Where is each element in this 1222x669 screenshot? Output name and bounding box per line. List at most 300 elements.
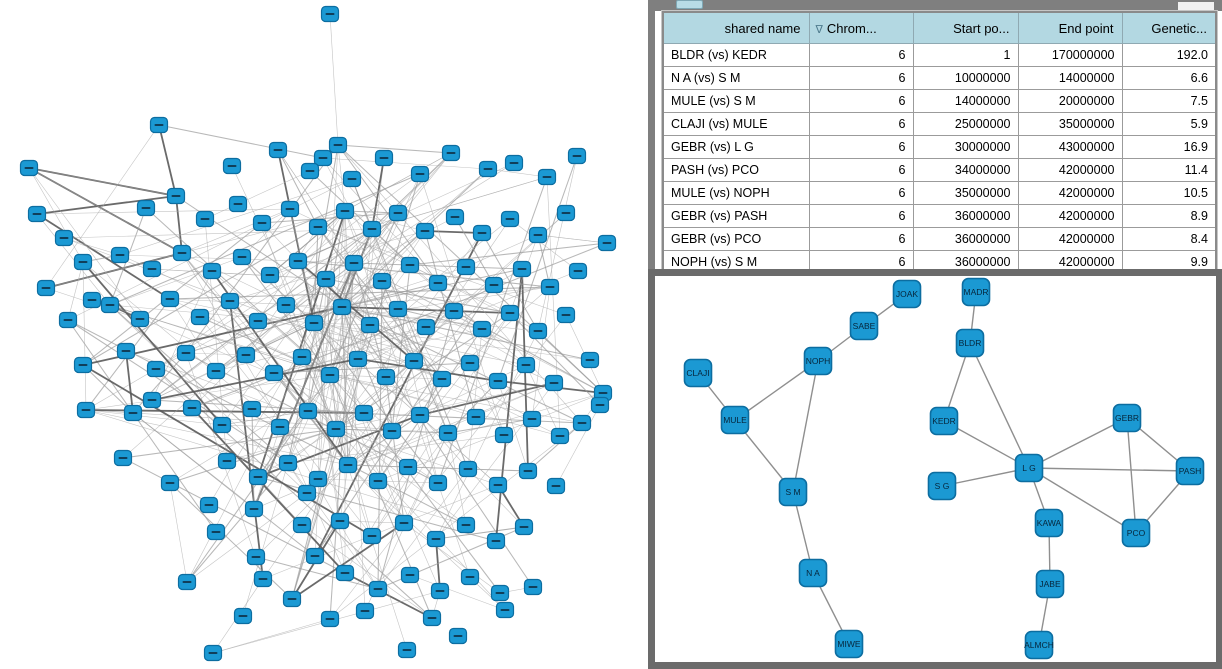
overview-node[interactable] — [340, 458, 357, 473]
overview-node[interactable] — [60, 313, 77, 328]
overview-node-label — [319, 157, 328, 159]
overview-node-label — [148, 268, 157, 270]
overview-node[interactable] — [376, 151, 393, 166]
overview-node[interactable] — [446, 304, 463, 319]
overview-node-label — [562, 212, 571, 214]
overview-node-label — [270, 372, 279, 374]
overview-node[interactable] — [574, 416, 591, 431]
overview-node[interactable] — [144, 393, 161, 408]
overview-node[interactable] — [350, 352, 367, 367]
detail-node-BLDR[interactable] — [957, 330, 984, 357]
overview-node-label — [334, 144, 343, 146]
column-header-0[interactable]: shared name — [663, 12, 809, 44]
overview-node[interactable] — [299, 486, 316, 501]
overview-node[interactable] — [430, 276, 447, 291]
overview-edge — [348, 465, 528, 471]
overview-node[interactable] — [443, 146, 460, 161]
overview-node[interactable] — [178, 346, 195, 361]
overview-node-label — [286, 208, 295, 210]
overview-node-label — [434, 282, 443, 284]
overview-node-label — [166, 298, 175, 300]
overview-node-label — [172, 195, 181, 197]
overview-node[interactable] — [266, 366, 283, 381]
overview-node[interactable] — [514, 262, 531, 277]
overview-node[interactable] — [424, 611, 441, 626]
overview-node[interactable] — [370, 474, 387, 489]
overview-node-label — [360, 412, 369, 414]
overview-node[interactable] — [197, 212, 214, 227]
detail-node-KAWA[interactable] — [1036, 510, 1063, 537]
overview-node[interactable] — [246, 502, 263, 517]
overview-node[interactable] — [162, 476, 179, 491]
overview-node[interactable] — [344, 172, 361, 187]
detail-node-PCO[interactable] — [1123, 520, 1150, 547]
overview-node[interactable] — [548, 479, 565, 494]
overview-node-label — [466, 576, 475, 578]
overview-edge — [330, 14, 338, 145]
overview-node-label — [212, 370, 221, 372]
detail-node-label: BLDR — [958, 338, 982, 348]
overview-node-label — [403, 649, 412, 651]
overview-node[interactable] — [78, 403, 95, 418]
cell-value: 30000000 — [913, 136, 1018, 159]
overview-edge — [532, 287, 550, 419]
overview-node-label — [223, 460, 232, 462]
cell-value: 42000000 — [1018, 228, 1122, 251]
overview-node-label — [524, 470, 533, 472]
overview-node[interactable] — [250, 470, 267, 485]
overview-node[interactable] — [75, 255, 92, 270]
cell-shared-name: GEBR (vs) L G — [663, 136, 809, 159]
overview-node-label — [183, 581, 192, 583]
overview-node-label — [209, 652, 218, 654]
overview-node[interactable] — [402, 568, 419, 583]
overview-edge — [68, 262, 83, 320]
overview-node-label — [466, 362, 475, 364]
overview-node[interactable] — [486, 278, 503, 293]
overview-node[interactable] — [396, 516, 413, 531]
overview-node[interactable] — [144, 262, 161, 277]
overview-node[interactable] — [417, 224, 434, 239]
overview-node[interactable] — [138, 201, 155, 216]
overview-node[interactable] — [125, 406, 142, 421]
overview-node[interactable] — [118, 344, 135, 359]
detail-node-label: S M — [785, 487, 801, 497]
overview-node[interactable] — [447, 210, 464, 225]
overview-node-label — [332, 428, 341, 430]
overview-node[interactable] — [520, 464, 537, 479]
overview-node[interactable] — [330, 138, 347, 153]
detail-network-svg[interactable] — [655, 276, 1216, 662]
overview-node-label — [314, 478, 323, 480]
overview-node[interactable] — [428, 532, 445, 547]
overview-node[interactable] — [558, 206, 575, 221]
overview-node[interactable] — [238, 348, 255, 363]
detail-edge-BLDR-LG[interactable] — [970, 343, 1029, 468]
overview-node-label — [303, 492, 312, 494]
overview-node[interactable] — [192, 310, 209, 325]
overview-node[interactable] — [272, 420, 289, 435]
detail-node-label: MADR — [963, 287, 989, 297]
overview-node-label — [603, 242, 612, 244]
overview-node-label — [298, 356, 307, 358]
overview-node-label — [506, 218, 515, 220]
overview-node[interactable] — [151, 118, 168, 133]
detail-node-label: NOPH — [805, 356, 831, 366]
cell-value: 7.5 — [1122, 90, 1216, 113]
overview-edge — [410, 243, 607, 265]
overview-node[interactable] — [244, 402, 261, 417]
overview-edge — [159, 125, 323, 158]
overview-node[interactable] — [224, 159, 241, 174]
overview-node[interactable] — [322, 7, 339, 22]
overview-node[interactable] — [337, 204, 354, 219]
overview-node[interactable] — [75, 358, 92, 373]
overview-node[interactable] — [525, 580, 542, 595]
overview-node[interactable] — [599, 236, 616, 251]
overview-node[interactable] — [222, 294, 239, 309]
overview-node[interactable] — [530, 228, 547, 243]
overview-node[interactable] — [250, 314, 267, 329]
overview-node-label — [382, 376, 391, 378]
overview-node[interactable] — [294, 518, 311, 533]
overview-node[interactable] — [430, 476, 447, 491]
overview-node[interactable] — [179, 575, 196, 590]
overview-node-label — [326, 618, 335, 620]
detail-node-CLAJI[interactable] — [685, 360, 712, 387]
overview-node[interactable] — [497, 603, 514, 618]
detail-node-SM[interactable] — [780, 479, 807, 506]
overview-node[interactable] — [378, 370, 395, 385]
overview-node[interactable] — [390, 206, 407, 221]
overview-node-label — [490, 284, 499, 286]
overview-node[interactable] — [201, 498, 218, 513]
overview-node[interactable] — [357, 604, 374, 619]
overview-edge — [354, 263, 522, 269]
overview-node-label — [501, 609, 510, 611]
column-header-4[interactable]: Genetic... — [1122, 12, 1216, 44]
overview-node-label — [25, 167, 34, 169]
overview-node[interactable] — [546, 376, 563, 391]
overview-node[interactable] — [29, 207, 46, 222]
overview-node[interactable] — [102, 298, 119, 313]
overview-node[interactable] — [569, 149, 586, 164]
column-header-2[interactable]: Start po... — [913, 12, 1018, 44]
overview-node[interactable] — [468, 410, 485, 425]
table-row[interactable] — [663, 159, 1216, 182]
cell-value: 6 — [809, 113, 913, 136]
overview-node[interactable] — [458, 260, 475, 275]
cell-value: 36000000 — [913, 251, 1018, 275]
overview-node[interactable] — [300, 404, 317, 419]
overview-node[interactable] — [582, 353, 599, 368]
overview-node[interactable] — [310, 472, 327, 487]
overview-node[interactable] — [328, 422, 345, 437]
overview-node-label — [304, 410, 313, 412]
overview-node[interactable] — [506, 156, 523, 171]
overview-node[interactable] — [280, 456, 297, 471]
overview-node[interactable] — [255, 572, 272, 587]
overview-node-label — [464, 468, 473, 470]
overview-edge — [176, 196, 182, 253]
overview-node[interactable] — [282, 202, 299, 217]
detail-edge-LG-GEBR[interactable] — [1029, 418, 1127, 468]
overview-node[interactable] — [462, 570, 479, 585]
overview-node-label — [462, 266, 471, 268]
overview-node-label — [122, 350, 131, 352]
overview-node-label — [543, 176, 552, 178]
overview-node[interactable] — [310, 220, 327, 235]
overview-node-label — [586, 359, 595, 361]
overview-node[interactable] — [518, 358, 535, 373]
overview-node[interactable] — [406, 354, 423, 369]
overview-node[interactable] — [450, 629, 467, 644]
overview-node-label — [205, 504, 214, 506]
overview-node-label — [238, 256, 247, 258]
overview-node[interactable] — [362, 318, 379, 333]
table-row[interactable] — [663, 44, 1216, 67]
overview-node[interactable] — [302, 164, 319, 179]
overview-edge — [338, 145, 451, 153]
overview-node-label — [350, 262, 359, 264]
overview-node[interactable] — [332, 514, 349, 529]
overview-node-label — [478, 328, 487, 330]
overview-node-label — [322, 278, 331, 280]
overview-node[interactable] — [558, 308, 575, 323]
column-header-3[interactable]: End point — [1018, 12, 1122, 44]
overview-node-label — [282, 304, 291, 306]
overview-node-label — [534, 234, 543, 236]
overview-node[interactable] — [235, 609, 252, 624]
overview-node[interactable] — [234, 250, 251, 265]
overview-node[interactable] — [318, 272, 335, 287]
detail-node-KEDR[interactable] — [931, 408, 958, 435]
overview-node[interactable] — [112, 248, 129, 263]
overview-node[interactable] — [307, 549, 324, 564]
overview-node[interactable] — [205, 646, 222, 661]
overview-node-label — [258, 222, 267, 224]
overview-node[interactable] — [294, 350, 311, 365]
table-row[interactable] — [663, 136, 1216, 159]
overview-node[interactable] — [278, 298, 295, 313]
cell-shared-name: BLDR (vs) KEDR — [663, 44, 809, 67]
overview-node[interactable] — [412, 167, 429, 182]
overview-node[interactable] — [432, 584, 449, 599]
overview-node[interactable] — [524, 412, 541, 427]
overview-node[interactable] — [337, 566, 354, 581]
cell-value: 6 — [809, 159, 913, 182]
overview-node[interactable] — [542, 280, 559, 295]
overview-node[interactable] — [402, 258, 419, 273]
overview-node[interactable] — [322, 612, 339, 627]
overview-node-label — [494, 380, 503, 382]
filter-icon[interactable]: ∇ — [815, 23, 823, 36]
overview-node[interactable] — [516, 520, 533, 535]
overview-node[interactable] — [284, 592, 301, 607]
overview-node[interactable] — [490, 478, 507, 493]
overview-node[interactable] — [374, 274, 391, 289]
overview-node[interactable] — [208, 525, 225, 540]
overview-node[interactable] — [184, 401, 201, 416]
cell-shared-name: NOPH (vs) S M — [663, 251, 809, 275]
overview-node[interactable] — [306, 316, 323, 331]
overview-node-label — [274, 149, 283, 151]
overview-edge — [323, 158, 488, 169]
overview-node[interactable] — [502, 212, 519, 227]
overview-node-label — [239, 615, 248, 617]
overview-node[interactable] — [384, 424, 401, 439]
detail-edge-NOPH-SM[interactable] — [793, 361, 818, 492]
overview-node-label — [354, 358, 363, 360]
overview-node[interactable] — [539, 170, 556, 185]
table-row[interactable] — [663, 182, 1216, 205]
overview-node[interactable] — [290, 254, 307, 269]
overview-node[interactable] — [84, 293, 101, 308]
overview-node[interactable] — [204, 264, 221, 279]
detail-node-MULE[interactable] — [722, 407, 749, 434]
overview-node[interactable] — [399, 643, 416, 658]
overview-node[interactable] — [390, 302, 407, 317]
overview-node[interactable] — [570, 264, 587, 279]
overview-node[interactable] — [219, 454, 236, 469]
overview-node-label — [368, 535, 377, 537]
detail-node-JABE[interactable] — [1037, 571, 1064, 598]
overview-node-label — [33, 213, 42, 215]
overview-node-label — [64, 319, 73, 321]
overview-node-label — [451, 216, 460, 218]
overview-node[interactable] — [315, 151, 332, 166]
overview-node[interactable] — [474, 226, 491, 241]
table-row[interactable] — [663, 113, 1216, 136]
cell-value: 8.9 — [1122, 205, 1216, 228]
overview-node[interactable] — [496, 428, 513, 443]
overview-node-label — [306, 170, 315, 172]
overview-node[interactable] — [208, 364, 225, 379]
overview-node-label — [326, 374, 335, 376]
overview-node[interactable] — [364, 529, 381, 544]
detail-node-LG[interactable] — [1016, 455, 1043, 482]
table-row[interactable] — [663, 205, 1216, 228]
detail-node-PASH[interactable] — [1177, 458, 1204, 485]
table-row[interactable] — [663, 90, 1216, 113]
cell-value: 42000000 — [1018, 182, 1122, 205]
overview-node[interactable] — [168, 189, 185, 204]
overview-node[interactable] — [502, 306, 519, 321]
overview-node[interactable] — [474, 322, 491, 337]
detail-node-SABE[interactable] — [851, 313, 878, 340]
detail-node-GEBR[interactable] — [1114, 405, 1141, 432]
column-header-1[interactable]: ∇ Chrom... — [809, 12, 913, 44]
overview-node[interactable] — [334, 300, 351, 315]
cell-value: 14000000 — [913, 90, 1018, 113]
overview-node[interactable] — [530, 324, 547, 339]
overview-node[interactable] — [412, 408, 429, 423]
detail-node-label: N A — [806, 568, 820, 578]
detail-node-MADR[interactable] — [963, 279, 990, 306]
detail-node-ALMCH[interactable] — [1024, 632, 1054, 659]
cell-value: 6 — [809, 90, 913, 113]
overview-node[interactable] — [492, 586, 509, 601]
overview-node[interactable] — [254, 216, 271, 231]
overview-node-label — [478, 232, 487, 234]
detail-node-SG[interactable] — [929, 473, 956, 500]
overview-node[interactable] — [115, 451, 132, 466]
overview-node-label — [500, 434, 509, 436]
overview-node[interactable] — [21, 161, 38, 176]
cell-value: 6 — [809, 182, 913, 205]
attribute-table-panel — [648, 0, 1222, 269]
overview-node[interactable] — [230, 197, 247, 212]
overview-node[interactable] — [552, 429, 569, 444]
overview-node[interactable] — [322, 368, 339, 383]
overview-node-label — [596, 404, 605, 406]
cell-value: 1 — [913, 44, 1018, 67]
detail-node-NA[interactable] — [800, 560, 827, 587]
overview-node[interactable] — [174, 246, 191, 261]
overview-node[interactable] — [356, 406, 373, 421]
overview-node[interactable] — [262, 268, 279, 283]
overview-node[interactable] — [418, 320, 435, 335]
detail-node-JOAK[interactable] — [894, 281, 921, 308]
overview-node[interactable] — [56, 231, 73, 246]
overview-node-label — [410, 360, 419, 362]
overview-node[interactable] — [346, 256, 363, 271]
overview-node[interactable] — [592, 398, 609, 413]
overview-node[interactable] — [370, 582, 387, 597]
overview-node-label — [447, 152, 456, 154]
overview-node[interactable] — [132, 312, 149, 327]
scrollbar-thumb[interactable] — [676, 0, 703, 9]
cell-value: 6 — [809, 205, 913, 228]
detail-edge-GEBR-PCO[interactable] — [1127, 418, 1136, 533]
overview-node[interactable] — [38, 281, 55, 296]
detail-node-MIWE[interactable] — [836, 631, 863, 658]
overview-node[interactable] — [460, 462, 477, 477]
detail-node-NOPH[interactable] — [805, 348, 832, 375]
table-row[interactable] — [663, 67, 1216, 90]
overview-node[interactable] — [270, 143, 287, 158]
cell-shared-name: GEBR (vs) PCO — [663, 228, 809, 251]
overview-node[interactable] — [458, 518, 475, 533]
overview-node-label — [201, 218, 210, 220]
overview-node[interactable] — [162, 292, 179, 307]
overview-node-label — [228, 165, 237, 167]
overview-node[interactable] — [462, 356, 479, 371]
overview-node-label — [348, 178, 357, 180]
overview-node[interactable] — [434, 372, 451, 387]
overview-node-label — [534, 330, 543, 332]
table-row[interactable] — [663, 228, 1216, 251]
overview-node-label — [344, 464, 353, 466]
overview-node[interactable] — [400, 460, 417, 475]
overview-node-label — [188, 407, 197, 409]
overview-node[interactable] — [364, 222, 381, 237]
overview-node[interactable] — [214, 418, 231, 433]
overview-node[interactable] — [440, 426, 457, 441]
overview-node[interactable] — [148, 362, 165, 377]
detail-edge-LG-PASH[interactable] — [1029, 468, 1190, 471]
overview-node[interactable] — [248, 550, 265, 565]
overview-node-label — [546, 286, 555, 288]
overview-edge — [83, 262, 86, 410]
detail-node-label: CLAJI — [686, 368, 710, 378]
overview-node[interactable] — [490, 374, 507, 389]
overview-node[interactable] — [488, 534, 505, 549]
cell-shared-name: N A (vs) S M — [663, 67, 809, 90]
overview-node-label — [129, 412, 138, 414]
overview-node-label — [368, 228, 377, 230]
overview-node[interactable] — [480, 162, 497, 177]
